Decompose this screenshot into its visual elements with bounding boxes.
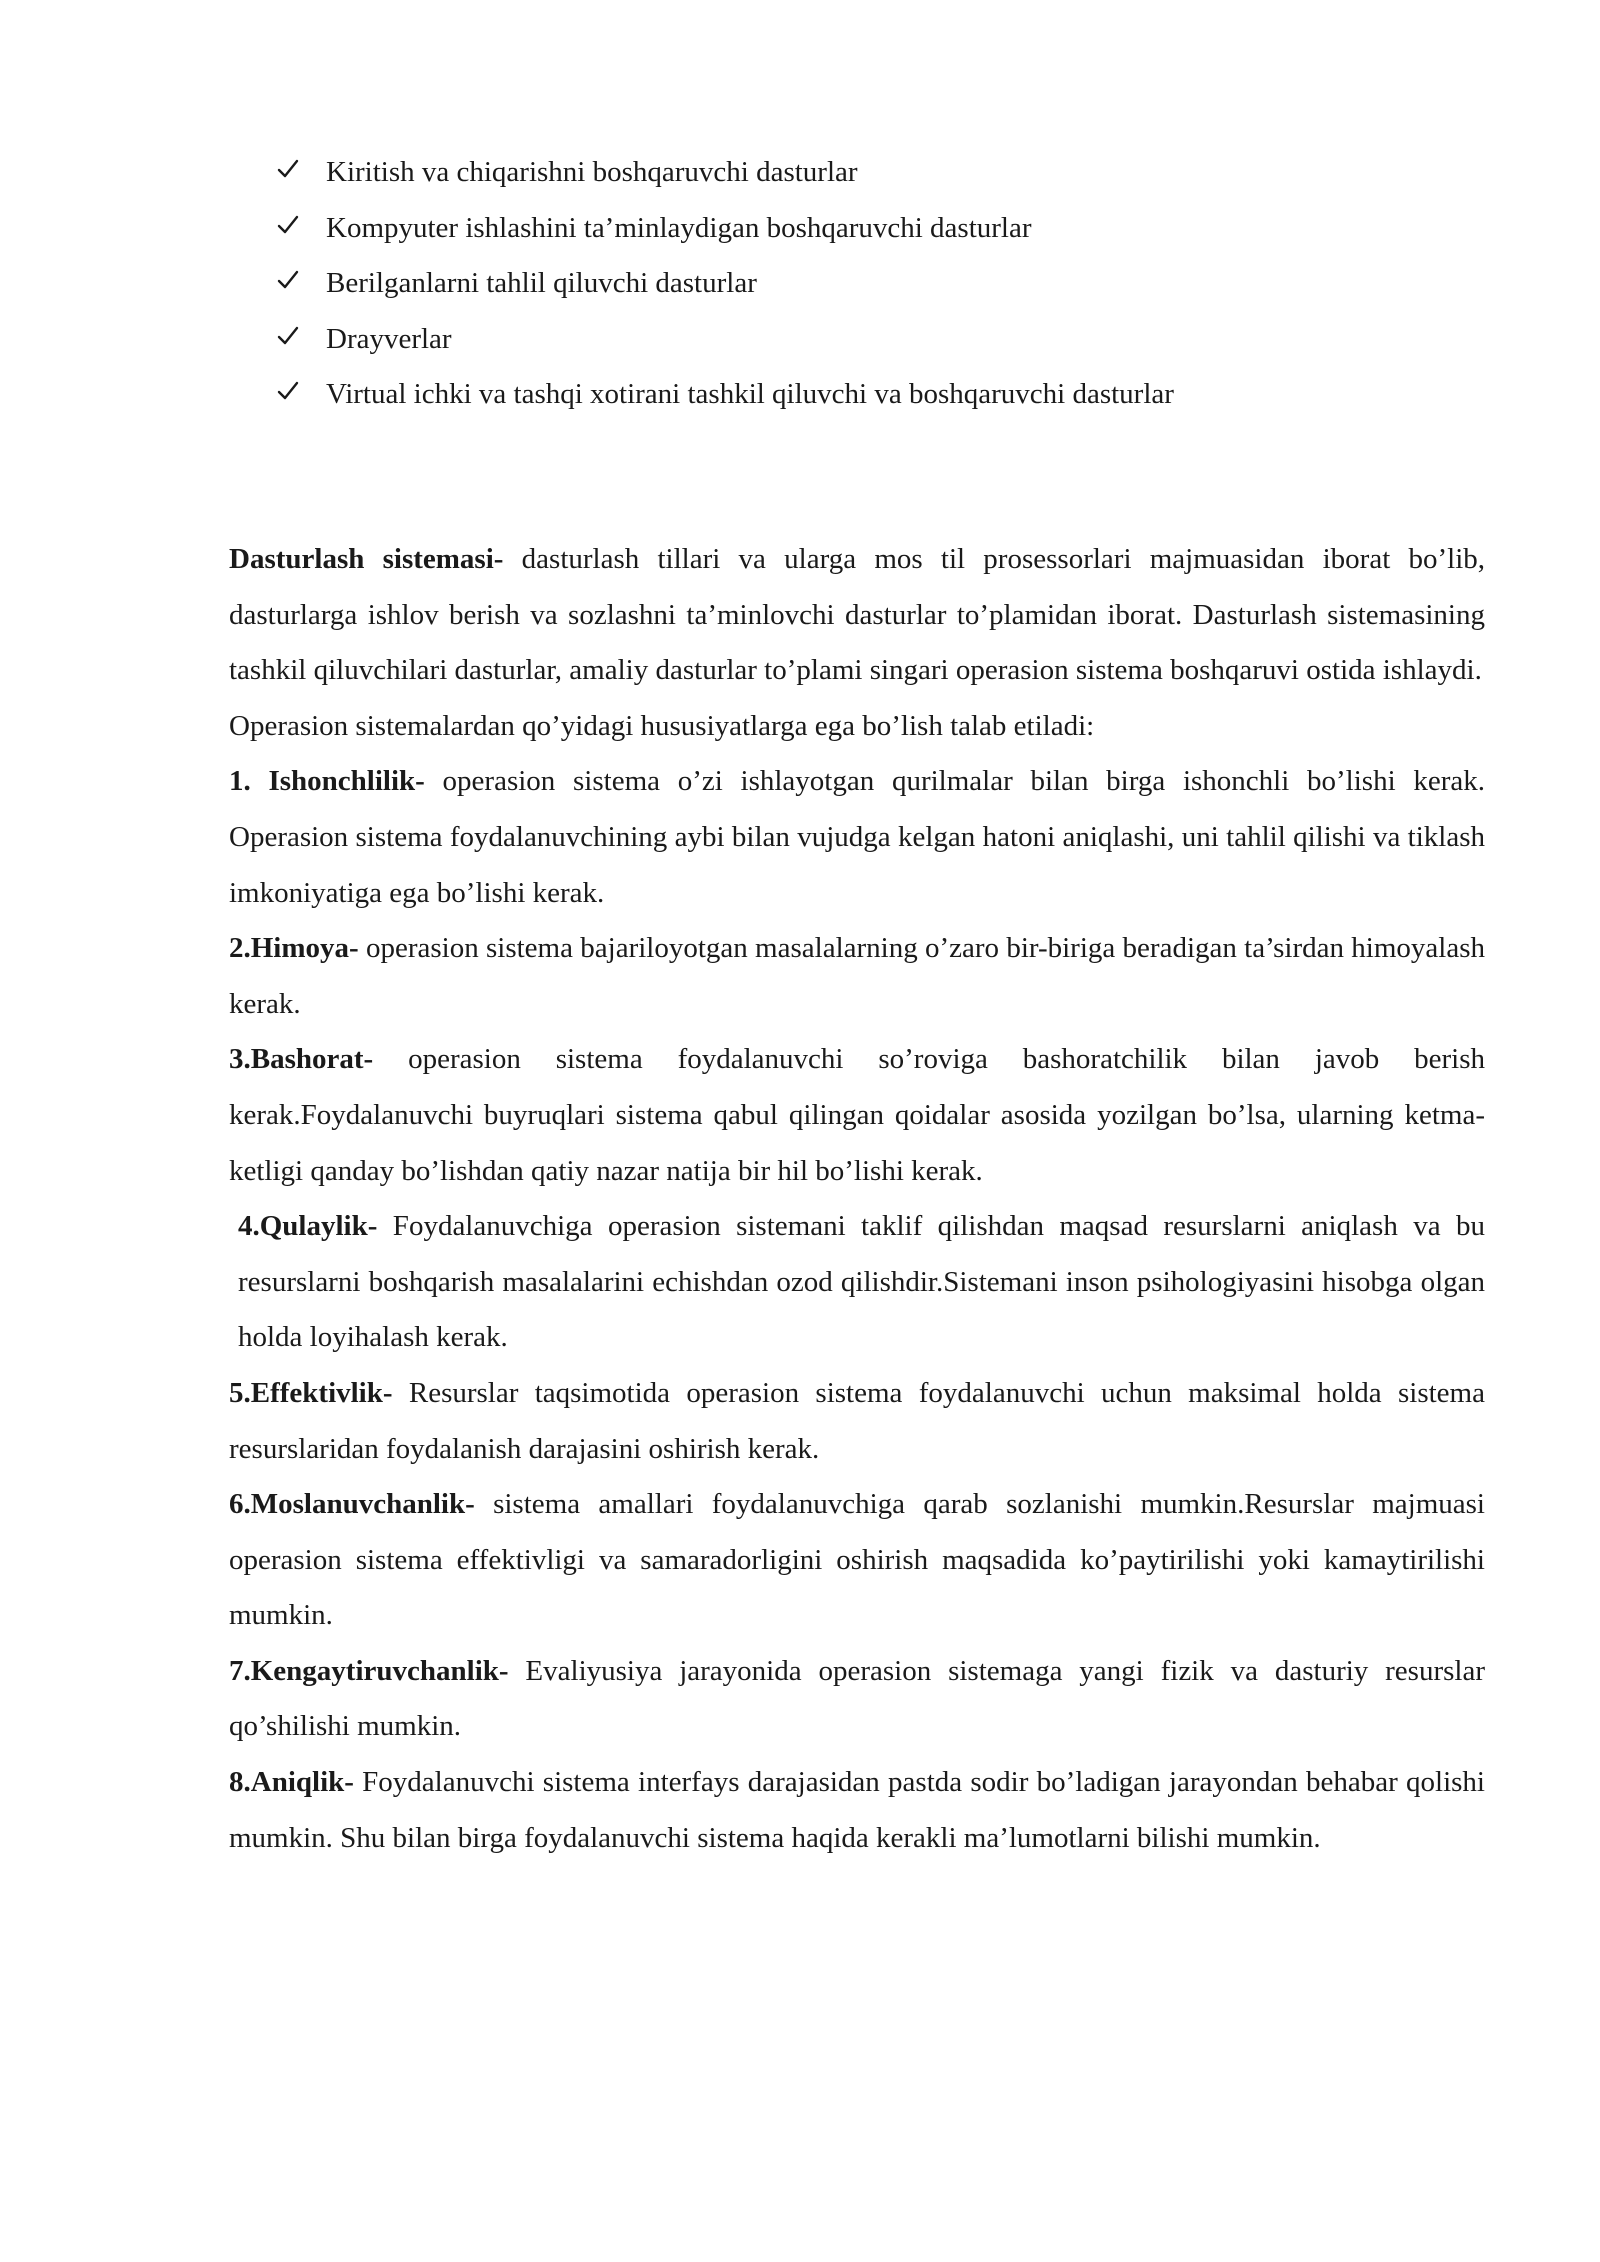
checklist-item-text: Berilganlarni tahlil qiluvchi dasturlar xyxy=(326,267,757,299)
property-text: Evaliyusiya jarayonida operasion sistemaga yangi fizik va dasturiy resurslar qo’shilishi mumkin. xyxy=(229,1654,1485,1743)
property-term: 7.Kengaytiruvchanlik- xyxy=(229,1654,509,1687)
checklist-item-text: Drayverlar xyxy=(326,322,452,355)
property-text: Resurslar taqsimotida operasion sistema foydalanuvchi uchun maksimal holda sistema resurslaridan foydalanish darajasini oshirish kerak. xyxy=(229,1376,1485,1465)
property-text: Foydalanuvchi sistema interfays darajasidan pastda sodir bo’ladigan jarayondan behabar qolishi mumkin. Shu bilan birga foydalanuvchi sistema haqida kerakli ma’lumotlarni bilishi mumkin. xyxy=(229,1766,1485,1854)
checkmark-icon xyxy=(277,380,299,402)
property-paragraph xyxy=(229,1199,1485,1366)
property-paragraph xyxy=(229,1366,1485,1477)
property-paragraph xyxy=(229,1644,1485,1755)
intro-paragraph xyxy=(229,532,1485,699)
property-text: operasion sistema bajariloyotgan masalalarning o’zaro bir-biriga beradigan ta’sirdan himoyalash kerak. xyxy=(229,932,1485,1020)
checkmark-icon xyxy=(277,214,299,236)
property-paragraph xyxy=(229,754,1485,921)
intro-term: Dasturlash sistemasi- xyxy=(229,543,504,575)
checkmark-icon xyxy=(277,325,299,347)
checklist-item xyxy=(277,315,1174,371)
property-term: 4.Qulaylik- xyxy=(238,1210,378,1243)
intro-text: dasturlash tillari va ularga mos til prosessorlari majmuasidan iborat bo’lib, dasturlarga ishlov berish va sozlashni ta’minlovchi dasturlar to’plamidan iborat. Dasturlash sistemasining tashkil qiluvchilari dasturlar, amaliy dasturlar to’plami singari operasion sistema boshqaruvi ostida ishlaydi. xyxy=(229,543,1486,687)
checklist-item-text: Virtual ichki va tashqi xotirani tashkil qiluvchi va boshqaruvchi dasturlar xyxy=(326,378,1174,410)
document-body xyxy=(229,532,1485,1866)
requirements-lead: Operasion sistemalardan qo’yidagi hususiyatlarga ega bo’lish talab etiladi: xyxy=(229,709,1095,742)
property-term: 6.Moslanuvchanlik- xyxy=(229,1488,475,1521)
checklist-item-text: Kompyuter ishlashini ta’minlaydigan boshqaruvchi dasturlar xyxy=(326,211,1032,244)
checklist-item xyxy=(277,370,1174,426)
checklist-item-text: Kiritish va chiqarishni boshqaruvchi dasturlar xyxy=(326,156,858,188)
property-term: 1. Ishonchlilik- xyxy=(229,765,425,798)
property-text: operasion sistema o’zi ishlayotgan qurilmalar bilan birga ishonchli bo’lishi kerak. Operasion sistema foydalanuvchining aybi bilan vujudga kelgan hatoni aniqlashi, uni tahlil qilishi va tiklash imkoniyatiga ega bo’lishi kerak. xyxy=(229,765,1486,909)
property-paragraph xyxy=(229,1032,1485,1199)
checklist-item xyxy=(277,259,1174,315)
property-term: 2.Himoya- xyxy=(229,932,359,965)
checklist-item xyxy=(277,204,1174,260)
property-term: 8.Aniqlik- xyxy=(229,1766,354,1799)
program-types-checklist xyxy=(277,148,1174,426)
property-term: 3.Bashorat- xyxy=(229,1043,374,1076)
property-paragraph xyxy=(229,1755,1485,1866)
property-paragraph xyxy=(229,921,1485,1032)
property-text: operasion sistema foydalanuvchi so’roviga bashoratchilik bilan javob berish kerak.Foydalanuvchi buyruqlari sistema qabul qilingan qoidalar asosida yozilgan bo’lsa, ularning ketma- ketligi qanday bo’lishdan qatiy nazar natija bir hil bo’lishi kerak. xyxy=(229,1043,1485,1187)
checkmark-icon xyxy=(277,158,299,180)
property-paragraph xyxy=(229,1477,1485,1644)
checklist-item xyxy=(277,148,1174,204)
checkmark-icon xyxy=(277,269,299,291)
property-term: 5.Effektivlik- xyxy=(229,1376,393,1409)
property-text: sistema amallari foydalanuvchiga qarab sozlanishi mumkin.Resurslar majmuasi operasion sistema effektivligi va samaradorligini oshirish maqsadida ko’paytirilishi yoki kamaytirilishi mumkin. xyxy=(229,1488,1485,1632)
property-text: Foydalanuvchiga operasion sistemani taklif qilishdan maqsad resurslarni aniqlash va bu resurslarni boshqarish masalalarini echishdan ozod qilishdir.Sistemani inson psihologiyasini hisobga olgan holda loyihalash kerak. xyxy=(238,1210,1485,1354)
